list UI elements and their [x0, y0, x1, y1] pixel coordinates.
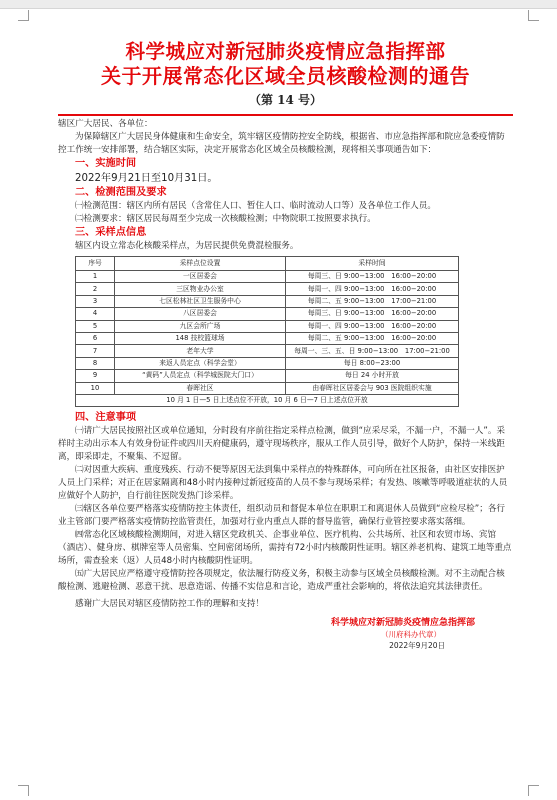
document-body — [58, 118, 513, 651]
table-cell: 3 — [76, 295, 115, 307]
section-heading-time: 一、实施时间 — [75, 158, 137, 169]
note-paragraph-2: ㈡对因重大疾病、重度残疾、行动不便等原因无法到集中采样点的特殊群体，可向所在社区报备，由社区安排医护人员上门采样；对正在居家隔离和48小时内接种过新冠疫苗的人员不参与现场采样；有发热、咳嗽等呼吸道症状的人员应做好个人防护，自行前往医院发热门诊采样。 — [58, 465, 508, 502]
table-cell: 每周三、日 9:00−13:00 16:00−20:00 — [286, 308, 459, 320]
note-paragraph-3: ㈢辖区各单位要严格落实疫情防控主体责任，组织动员和督促本单位在职职工和离退休人员做到“应检尽检”；各行业主管部门要严格落实疫情防控监管责任，加强对行业内重点人群的督导监管，确保行业管控要求落实落细。 — [58, 504, 506, 528]
red-divider — [58, 114, 513, 116]
intro-paragraph: 为保障辖区广大居民身体健康和生命安全，筑牢辖区疫情防控安全防线，根据省、市应急指挥部和院应急委疫情防控工作统一安排部署，结合辖区实际，决定开展常态化区域全员核酸检测，现将相关事项通告如下： — [58, 132, 505, 155]
document-page — [58, 40, 513, 651]
signature-org: 科学城应对新冠肺炎疫情应急指挥部 — [330, 618, 475, 629]
document-title-line1: 科学城应对新冠肺炎疫情应急指挥部 — [125, 40, 446, 63]
table-cell: 4 — [76, 308, 115, 320]
salutation: 辖区广大居民、各单位： — [58, 119, 153, 129]
table-row — [76, 332, 459, 344]
column-header: 采样时间 — [286, 257, 459, 271]
note-paragraph-1: ㈠请广大居民按照社区或单位通知，分时段有序前往指定采样点检测，做到“应采尽采，不漏一户，不漏一人”。采样时主动出示本人有效身份证件或四川天府健康码，遵守现场秩序，服从工作人员引导，做好个人防护，保持一米线距离，即采即走，不聚集、不逗留。 — [58, 426, 506, 463]
table-note: 10 月 1 日—5 日上述点位不开放，10 月 6 日—7 日上述点位开放 — [76, 394, 459, 406]
crop-mark-bottom-left — [18, 785, 29, 796]
table-row — [76, 308, 459, 320]
table-cell: 由春晖社区居委会与 903 医院组织实施 — [286, 382, 459, 394]
table-cell: 老年大学 — [115, 345, 286, 357]
table-cell: 每日 24 小时开放 — [286, 370, 459, 382]
table-cell: 一区居委会 — [115, 271, 286, 283]
crop-mark-top-right — [528, 10, 539, 21]
table-cell: 148 技校篮球场 — [115, 332, 286, 344]
section-heading-notes: 四、注意事项 — [75, 412, 137, 424]
sampling-sites-table — [75, 256, 459, 407]
requirement-paragraph: ㈡检测要求：辖区居民每周至少完成一次核酸检测；中物院职工按照要求执行。 — [75, 214, 376, 224]
table-note-row — [76, 394, 459, 406]
table-cell: 每周一、四 9:00−13:00 16:00−20:00 — [286, 283, 459, 295]
table-cell: 7 — [76, 345, 115, 357]
signature-date: 2022年9月20日 — [389, 641, 445, 651]
table-header-row — [76, 257, 459, 271]
table-row — [76, 295, 459, 307]
sites-paragraph: 辖区内设立常态化核酸采样点，为居民提供免费混检服务。 — [75, 241, 299, 251]
thanks-line: 感谢广大居民对辖区疫情防控工作的理解和支持！ — [75, 599, 265, 610]
table-cell: 每周一、四 9:00−13:00 16:00−20:00 — [286, 320, 459, 332]
table-cell: 每周三、日 9:00−13:00 16:00−20:00 — [286, 271, 459, 283]
note-paragraph-5: ㈤广大居民应严格遵守疫情防控各项规定，依法履行防疫义务，积极主动参与区域全员核酸检测。对不主动配合核酸检测、逃避检测、恶意干扰、思意造谣、传播不实信息和言论，造成严重社会影响的，将依法追究其法律责任。 — [58, 569, 505, 593]
implementation-dates: 2022年9月21日至10月31日。 — [75, 173, 218, 184]
table-cell: 春晖社区 — [115, 382, 286, 394]
table-row — [76, 320, 459, 332]
table-cell: 每周二、五 9:00−13:00 16:00−20:00 — [286, 332, 459, 344]
table-row — [76, 345, 459, 357]
table-cell: 来返人员定点（科学会堂） — [115, 357, 286, 369]
table-cell: 8 — [76, 357, 115, 369]
table-cell: 九区会所广场 — [115, 320, 286, 332]
table-row — [76, 271, 459, 283]
table-cell: 每周二、五 9:00−13:00 17:00−21:00 — [286, 295, 459, 307]
column-header: 采样点位设置 — [115, 257, 286, 271]
document-title-line2: 关于开展常态化区域全员核酸检测的通告 — [101, 64, 470, 88]
crop-mark-bottom-right — [528, 785, 539, 796]
table-row — [76, 283, 459, 295]
table-cell: 每日 8:00−23:00 — [286, 357, 459, 369]
section-heading-sites: 三、采样点信息 — [75, 227, 147, 238]
table-cell: 6 — [76, 332, 115, 344]
table-cell: 9 — [76, 370, 115, 382]
table-cell: 10 — [76, 382, 115, 394]
table-cell: 2 — [76, 283, 115, 295]
scope-paragraph: ㈠检测范围：辖区内所有居民（含常住人口、暂住人口、临时流动人口等）及各单位工作人员。 — [75, 201, 436, 211]
table-cell: 三区物业办公室 — [115, 283, 286, 295]
issue-number: （第 14 号） — [248, 93, 323, 107]
viewer-top-bar — [0, 0, 557, 9]
table-cell: 1 — [76, 271, 115, 283]
table-cell: 5 — [76, 320, 115, 332]
column-header: 序号 — [76, 257, 115, 271]
section-heading-scope: 二、检测范围及要求 — [75, 187, 167, 198]
table-cell: “黄码”人员定点（科学城医院大门口） — [115, 370, 286, 382]
table-cell: 七区松林社区卫生服务中心 — [115, 295, 286, 307]
signature-office: （川府科办代章） — [381, 630, 441, 640]
table-cell: 每周一、三、五、日 9:00−13:00 17:00−21:00 — [286, 345, 459, 357]
table-cell: 八区居委会 — [115, 308, 286, 320]
table-row — [76, 370, 459, 382]
note-paragraph-4: ㈣常态化区域核酸检测期间，对进入辖区党政机关、企事业单位、医疗机构、公共场所、社区和农贸市场、宾馆（酒店）、健身房、棋牌室等人员密集、空间密闭场所，需持有72小时内核酸阴性证明。辖区养老机构、建筑工地等重点场所，需查验来（返）人员48小时内核酸阴性证明。 — [58, 530, 512, 567]
table-row — [76, 357, 459, 369]
crop-mark-top-left — [18, 10, 29, 21]
table-row — [76, 382, 459, 394]
